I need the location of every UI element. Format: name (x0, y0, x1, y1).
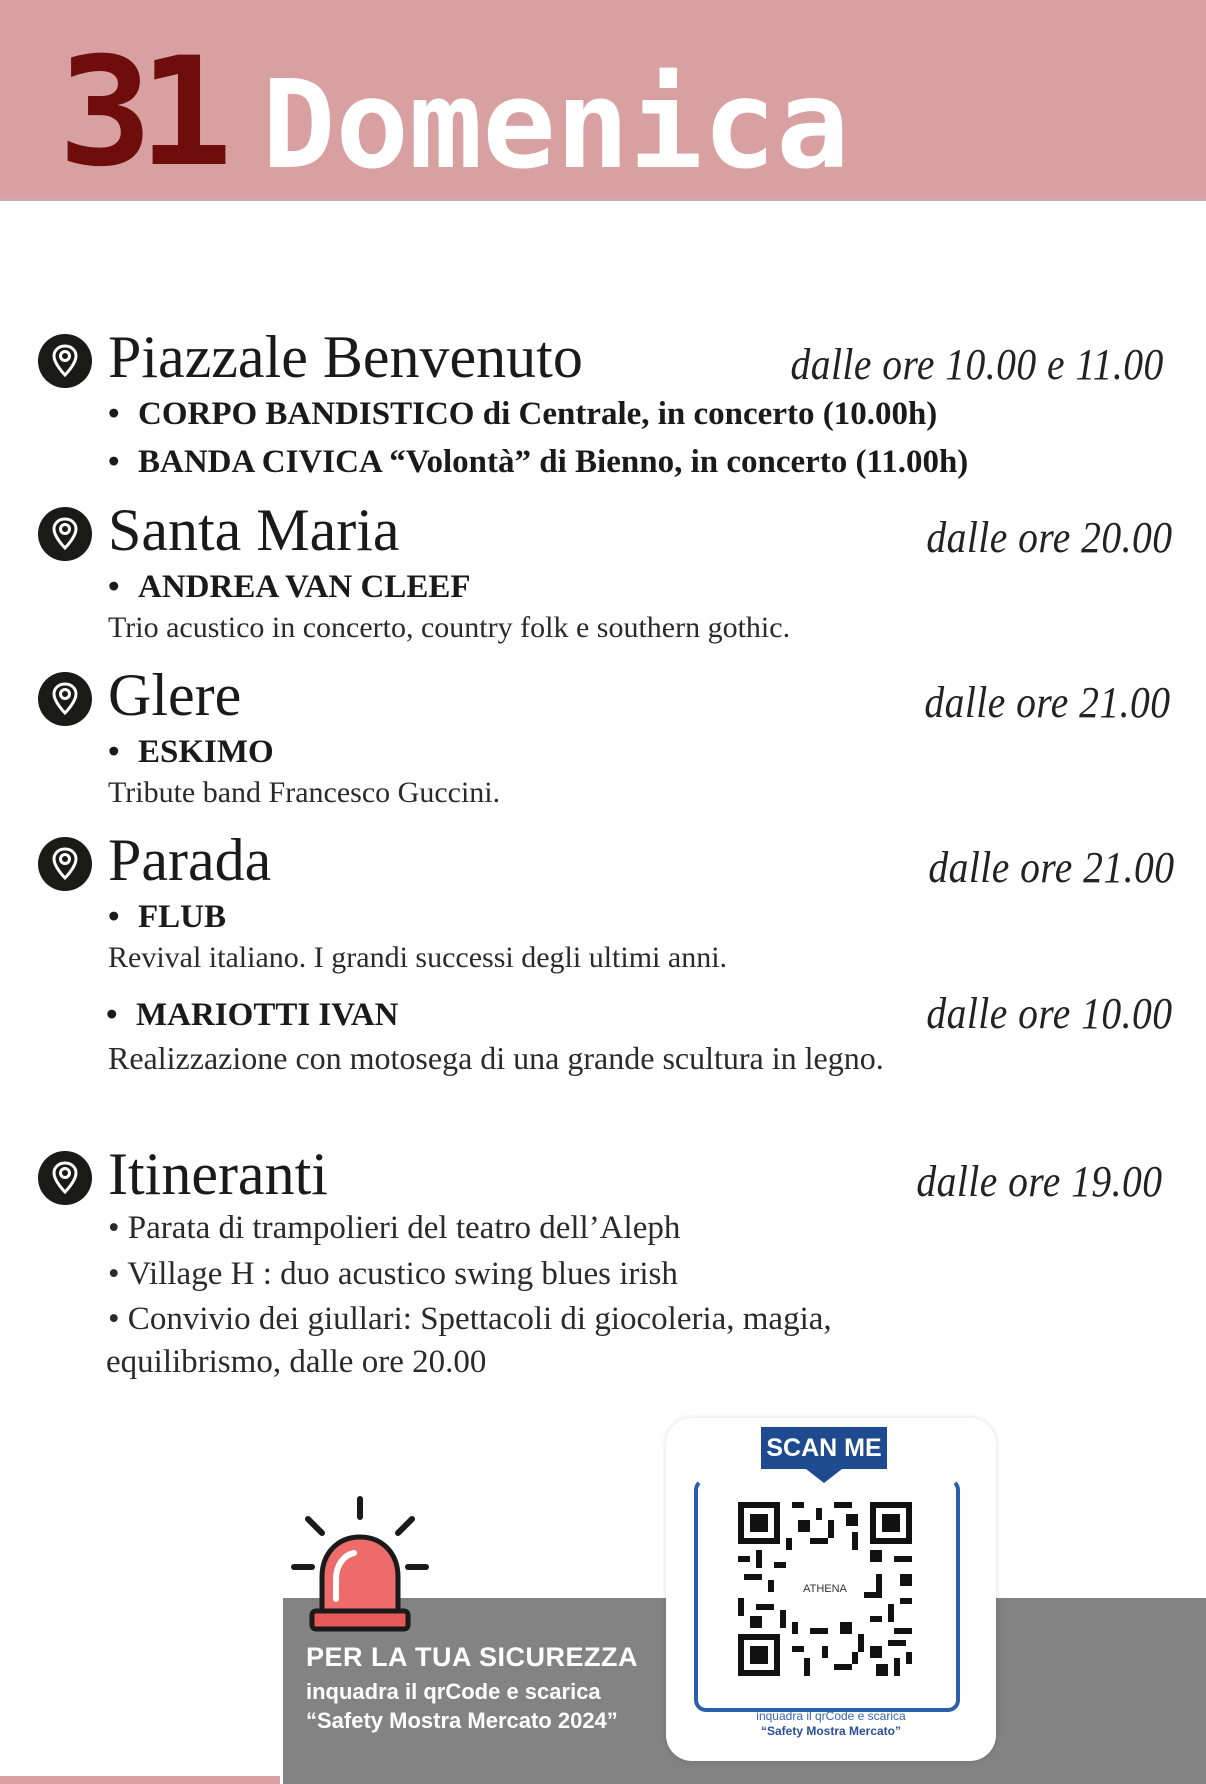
place-name: Parada (108, 827, 272, 893)
event-section-piazzale (38, 324, 1164, 490)
place-name: Itineranti (108, 1141, 328, 1207)
list-item: • BANDA CIVICA “Volontà” di Bienno, in concerto (11.00h) (108, 444, 969, 480)
list-item: • Parata di trampolieri del teatro dell’Aleph (108, 1210, 681, 1246)
safety-title: PER LA TUA SICUREZZA (306, 1642, 638, 1672)
event-description: Tribute band Francesco Guccini. (108, 776, 501, 809)
place-name: Glere (108, 662, 242, 728)
day-name: Domenica (262, 54, 850, 196)
event-time: dalle ore 21.00 (923, 678, 1170, 727)
event-time: dalle ore 21.00 (927, 843, 1174, 892)
location-pin-icon (38, 837, 92, 891)
day-header (0, 0, 1206, 201)
event-section-santa-maria (38, 497, 1172, 653)
alarm-siren-icon (290, 1495, 440, 1635)
event-description: Revival italiano. I grandi successi degli ultimi anni. (108, 941, 728, 974)
footer-accent (0, 1776, 280, 1784)
list-item: • FLUB (108, 899, 227, 935)
list-item: • CORPO BANDISTICO di Centrale, in concerto (10.00h) (108, 396, 938, 432)
place-name: Piazzale Benvenuto (108, 324, 583, 390)
place-name: Santa Maria (108, 497, 400, 563)
list-item: • ESKIMO (108, 734, 274, 770)
qr-caption: inquadra il qrCode e scarica (756, 1709, 906, 1723)
safety-app-name: “Safety Mostra Mercato 2024” (306, 1708, 618, 1733)
list-item: • Village H : duo acustico swing blues irish (108, 1256, 678, 1292)
event-time: dalle ore 10.00 e 11.00 (790, 340, 1164, 389)
event-description: Realizzazione con motosega di una grande scultura in legno. (108, 1040, 884, 1076)
scan-me-label: SCAN ME (761, 1427, 887, 1469)
location-pin-icon (38, 507, 92, 561)
list-item: • ANDREA VAN CLEEF (108, 569, 471, 605)
qr-center-logo: ATHENA (793, 1577, 857, 1601)
list-item: • Convivio dei giullari: Spettacoli di giocoleria, magia, (108, 1301, 832, 1337)
event-time: dalle ore 10.00 (925, 989, 1172, 1038)
location-pin-icon (38, 334, 92, 388)
location-pin-icon (38, 672, 92, 726)
event-section-itineranti (38, 1141, 1162, 1387)
list-item-continuation: equilibrismo, dalle ore 20.00 (106, 1344, 487, 1380)
event-description: Trio acustico in concerto, country folk e southern gothic. (108, 611, 791, 644)
arrow-down-icon (806, 1469, 842, 1483)
list-item: • MARIOTTI IVAN (106, 997, 399, 1033)
safety-subtitle: inquadra il qrCode e scarica (306, 1679, 601, 1704)
event-section-parada (38, 827, 1174, 1083)
qr-caption-app: “Safety Mostra Mercato” (760, 1724, 902, 1738)
day-number: 31 (58, 26, 219, 200)
location-pin-icon (38, 1151, 92, 1205)
event-section-glere (38, 662, 1170, 818)
event-time: dalle ore 19.00 (915, 1157, 1162, 1206)
event-time: dalle ore 20.00 (925, 513, 1172, 562)
